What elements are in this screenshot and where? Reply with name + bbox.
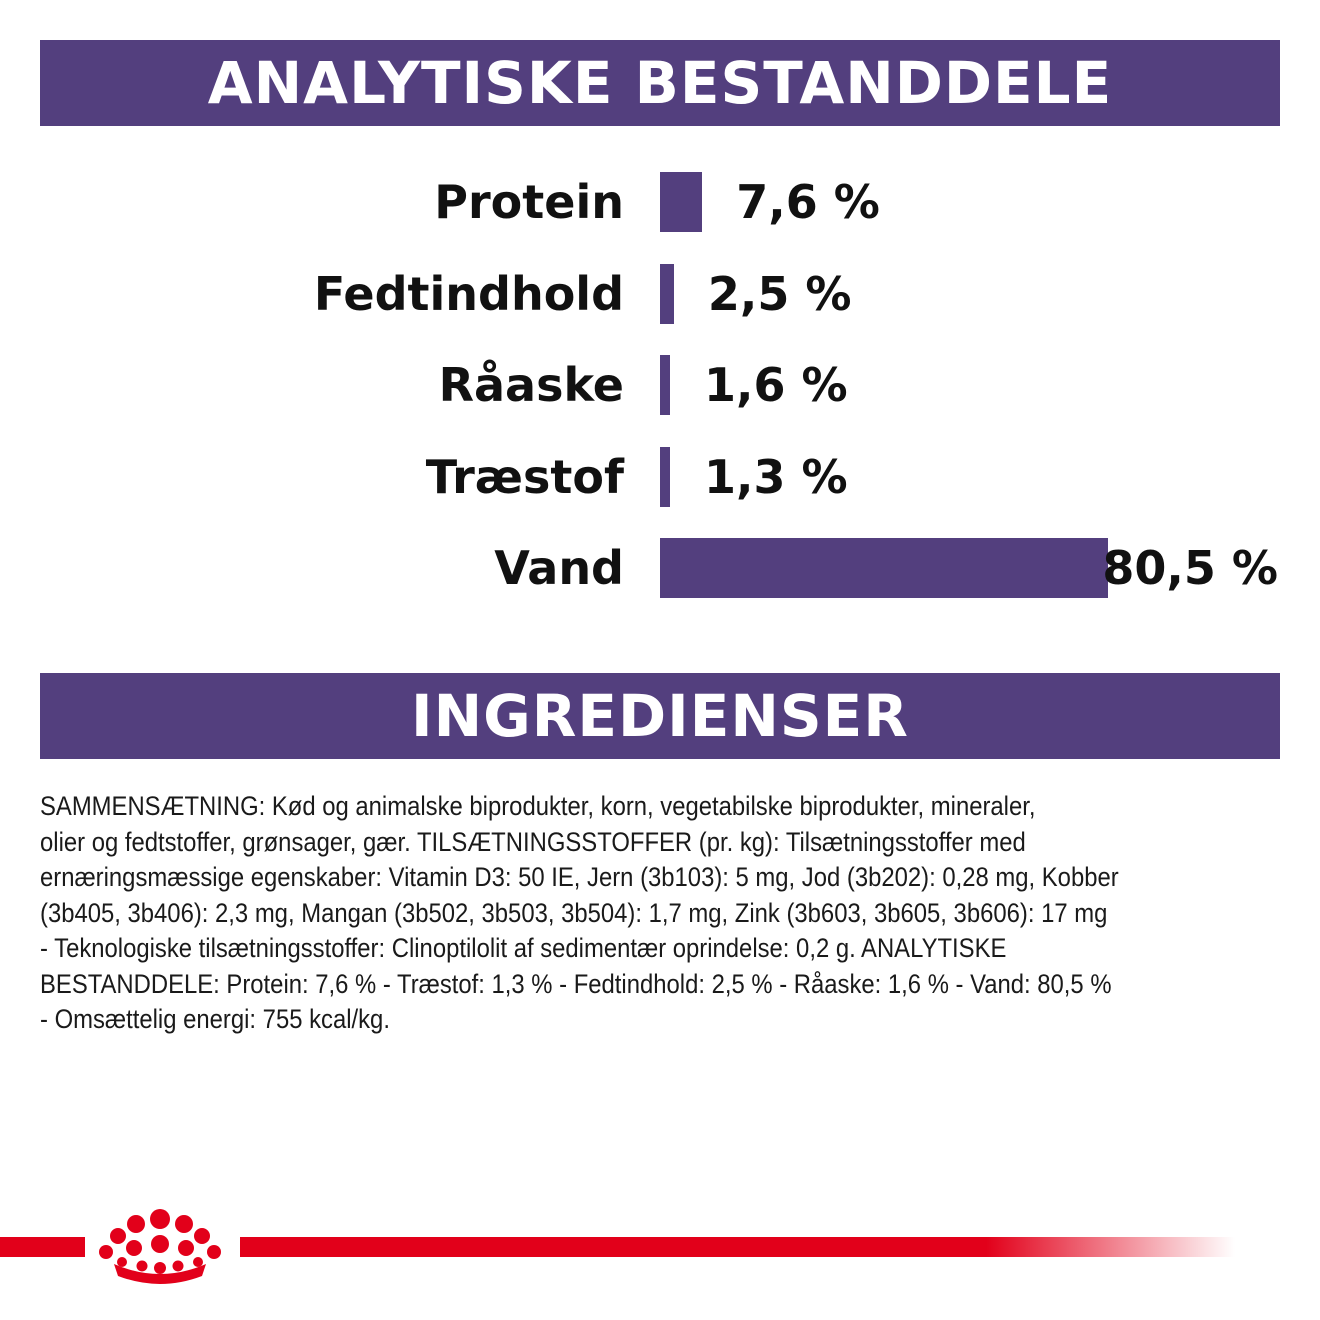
ingredients-text (40, 789, 1279, 1038)
chart-value-label: 1,3 % (704, 449, 848, 504)
ingredients-line: - Omsættelig energi: 755 kcal/kg. (40, 1004, 390, 1034)
chart-value-label: 80,5 % (1102, 541, 1278, 595)
chart-value-label: 1,6 % (704, 358, 848, 412)
chart-category-label: Råaske (438, 358, 624, 412)
chart-category-label: Protein (434, 175, 624, 229)
chart-row (0, 264, 1320, 324)
analytic-constituents-heading: ANALYTISKE BESTANDDELE (40, 40, 1280, 126)
ingredients-line: - Teknologiske tilsætningsstoffer: Clinoptilolit af sedimentær oprindelse: 0,2 g. ANALYTISKE (40, 933, 1007, 963)
ingredients-line: (3b405, 3b406): 2,3 mg, Mangan (3b502, 3b503, 3b504): 1,7 mg, Zink (3b603, 3b605, 3b606): 17 mg (40, 897, 1108, 928)
chart-category-label: Vand (494, 541, 624, 595)
ingredients-line: BESTANDDELE: Protein: 7,6 % - Træstof: 1,3 % - Fedtindhold: 2,5 % - Råaske: 1,6 % - Vand: 80,5 % (40, 968, 1112, 999)
chart-bar (660, 447, 670, 507)
chart-category-label: Fedtindhold (313, 266, 624, 321)
chart-row (0, 172, 1320, 232)
chart-bar (660, 264, 674, 324)
chart-bar (660, 538, 1108, 598)
chart-value-label: 7,6 % (736, 175, 880, 229)
royal-canin-crown-icon (90, 1206, 230, 1286)
ingredients-line: SAMMENSÆTNING: Kød og animalske biprodukter, korn, vegetabilske biprodukter, mineraler, (40, 791, 1036, 821)
chart-row (0, 447, 1320, 507)
chart-bar (660, 355, 670, 415)
chart-bar (660, 172, 702, 232)
chart-value-label: 2,5 % (707, 266, 852, 321)
ingredients-heading: INGREDIENSER (40, 673, 1280, 759)
ingredients-line: olier og fedtstoffer, grønsager, gær. TILSÆTNINGSSTOFFER (pr. kg): Tilsætningsstoffer med (40, 826, 1026, 857)
chart-row (0, 355, 1320, 415)
footer-red-line-right (240, 1237, 1235, 1257)
footer-red-line-left (0, 1237, 85, 1257)
ingredients-line: ernæringsmæssige egenskaber: Vitamin D3: 50 IE, Jern (3b103): 5 mg, Jod (3b202): 0,28 mg, Kobber (40, 862, 1119, 892)
chart-row (0, 538, 1320, 598)
chart-category-label: Træstof (425, 449, 624, 504)
